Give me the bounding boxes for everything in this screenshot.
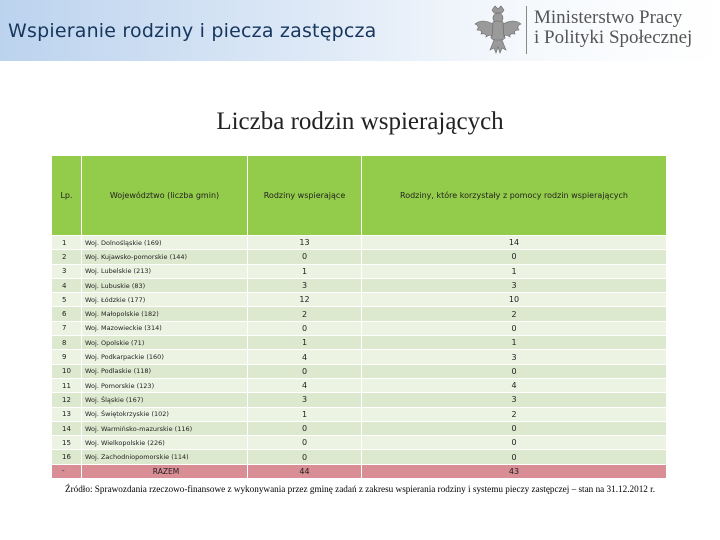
cell-voivodeship: Woj. Śląskie (167) <box>82 393 248 407</box>
cell-lp: 5 <box>52 293 82 307</box>
table-row <box>52 393 667 407</box>
cell-families-helped: 14 <box>362 236 667 250</box>
total-row <box>52 464 667 478</box>
families-table <box>51 155 667 479</box>
cell-families-helped: 1 <box>362 336 667 350</box>
ministry-line-2: i Polityki Społecznej <box>534 27 693 48</box>
header-divider <box>526 6 527 54</box>
cell-families-helped: 10 <box>362 293 667 307</box>
cell-supporting-families: 12 <box>248 293 362 307</box>
header-title: Wspieranie rodziny i piecza zastępcza <box>8 20 377 42</box>
cell-families-helped: 0 <box>362 250 667 264</box>
cell-supporting-families: 0 <box>248 421 362 435</box>
cell-supporting-families: 13 <box>248 236 362 250</box>
cell-supporting-families: 0 <box>248 436 362 450</box>
cell-lp: 7 <box>52 321 82 335</box>
table-row <box>52 250 667 264</box>
cell-supporting-families: 4 <box>248 350 362 364</box>
cell-supporting-families: 3 <box>248 393 362 407</box>
cell-supporting-families: 0 <box>248 364 362 378</box>
cell-lp: 1 <box>52 236 82 250</box>
cell-lp: 11 <box>52 378 82 392</box>
table-row <box>52 450 667 464</box>
cell-families-helped: 2 <box>362 307 667 321</box>
cell-supporting-families: 1 <box>248 264 362 278</box>
cell-voivodeship: Woj. Łódzkie (177) <box>82 293 248 307</box>
cell-supporting-families: 4 <box>248 378 362 392</box>
cell-lp: 2 <box>52 250 82 264</box>
cell-families-helped: 1 <box>362 264 667 278</box>
cell-lp: 8 <box>52 336 82 350</box>
header-supporting-families: Rodziny wspierające <box>248 156 362 236</box>
header-families-helped: Rodziny, które korzystały z pomocy rodzin wspierających <box>362 156 667 236</box>
header-banner <box>0 0 720 61</box>
cell-families-helped: 0 <box>362 450 667 464</box>
cell-supporting-families: 2 <box>248 307 362 321</box>
table-row <box>52 321 667 335</box>
table-row <box>52 378 667 392</box>
cell-families-helped: 0 <box>362 436 667 450</box>
slide-title: Liczba rodzin wspierających <box>216 108 504 135</box>
cell-families-helped: 0 <box>362 364 667 378</box>
cell-lp: 3 <box>52 264 82 278</box>
table-row <box>52 278 667 292</box>
cell-lp: 12 <box>52 393 82 407</box>
table-row <box>52 407 667 421</box>
table-row <box>52 421 667 435</box>
table-row <box>52 307 667 321</box>
cell-voivodeship: Woj. Warmińsko-mazurskie (116) <box>82 421 248 435</box>
cell-supporting-families: 1 <box>248 407 362 421</box>
table-row <box>52 350 667 364</box>
table-row <box>52 364 667 378</box>
cell-families-helped: 2 <box>362 407 667 421</box>
cell-lp: 10 <box>52 364 82 378</box>
cell-voivodeship: Woj. Opolskie (71) <box>82 336 248 350</box>
table-header-row <box>52 156 667 236</box>
cell-families-helped: 4 <box>362 378 667 392</box>
cell-voivodeship: Woj. Mazowieckie (314) <box>82 321 248 335</box>
cell-voivodeship: Woj. Podkarpackie (160) <box>82 350 248 364</box>
cell-lp: - <box>52 464 82 478</box>
cell-lp: 16 <box>52 450 82 464</box>
table-row <box>52 436 667 450</box>
cell-lp: 13 <box>52 407 82 421</box>
cell-voivodeship: Woj. Zachodniopomorskie (114) <box>82 450 248 464</box>
cell-families-helped: 3 <box>362 350 667 364</box>
cell-voivodeship: Woj. Lubelskie (213) <box>82 264 248 278</box>
cell-supporting-families: 44 <box>248 464 362 478</box>
cell-families-helped: 0 <box>362 421 667 435</box>
table-row <box>52 336 667 350</box>
cell-lp: 4 <box>52 278 82 292</box>
cell-voivodeship: Woj. Pomorskie (123) <box>82 378 248 392</box>
cell-voivodeship: Woj. Dolnośląskie (169) <box>82 236 248 250</box>
cell-voivodeship: Woj. Lubuskie (83) <box>82 278 248 292</box>
table-row <box>52 293 667 307</box>
cell-families-helped: 0 <box>362 321 667 335</box>
table-row <box>52 264 667 278</box>
cell-supporting-families: 0 <box>248 450 362 464</box>
cell-supporting-families: 0 <box>248 250 362 264</box>
cell-lp: 14 <box>52 421 82 435</box>
cell-voivodeship: Woj. Kujawsko-pomorskie (144) <box>82 250 248 264</box>
cell-voivodeship: Woj. Małopolskie (182) <box>82 307 248 321</box>
cell-voivodeship: Woj. Świętokrzyskie (102) <box>82 407 248 421</box>
cell-families-helped: 3 <box>362 278 667 292</box>
cell-voivodeship: RAZEM <box>82 464 248 478</box>
header-voivodeship: Województwo (liczba gmin) <box>82 156 248 236</box>
cell-lp: 6 <box>52 307 82 321</box>
cell-supporting-families: 3 <box>248 278 362 292</box>
cell-voivodeship: Woj. Wielkopolskie (226) <box>82 436 248 450</box>
cell-lp: 9 <box>52 350 82 364</box>
cell-supporting-families: 1 <box>248 336 362 350</box>
table-row <box>52 236 667 250</box>
cell-lp: 15 <box>52 436 82 450</box>
ministry-line-1: Ministerstwo Pracy <box>534 7 683 28</box>
source-note: Źródło: Sprawozdania rzeczowo-finansowe z wykonywania przez gminę zadań z zakresu wspierania rodziny i systemu pieczy zastępczej – stan na 31.12.2012 r. <box>64 484 656 494</box>
cell-families-helped: 3 <box>362 393 667 407</box>
cell-families-helped: 43 <box>362 464 667 478</box>
header-lp: Lp. <box>52 156 82 236</box>
cell-voivodeship: Woj. Podlaskie (118) <box>82 364 248 378</box>
ministry-name <box>534 8 692 48</box>
cell-supporting-families: 0 <box>248 321 362 335</box>
eagle-emblem-icon <box>472 4 524 56</box>
